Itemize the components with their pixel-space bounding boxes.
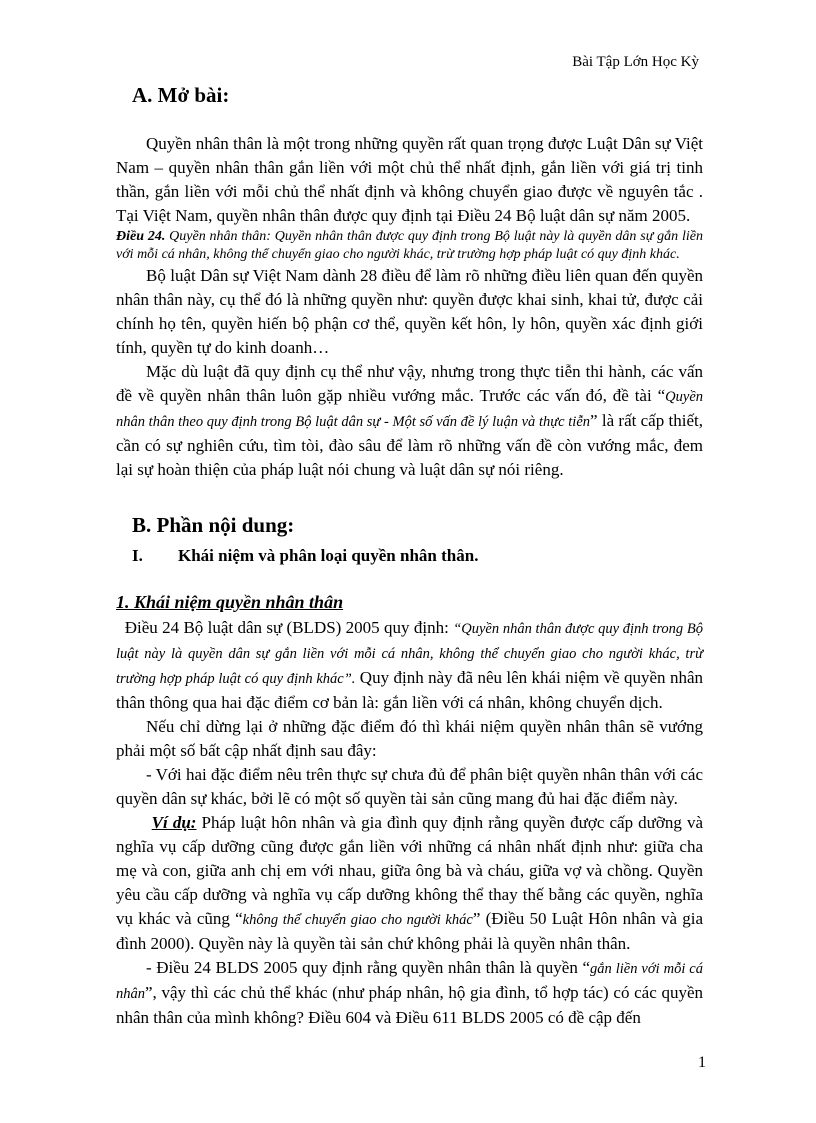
running-header: Bài Tập Lớn Học Kỳ	[572, 54, 699, 70]
example-text: Pháp luật hôn nhân và gia đình quy định rằng quyền được cấp dưỡng và nghĩa vụ cấp dưỡng cũng được gắn liền với những cá nhân nhất định như: giữa cha mẹ và con, giữa anh chị em với nhau, giữa ông bà và cháu, giữa vợ và chồng. Quyền yêu cầu cấp dưỡng và nghĩa vụ cấp dưỡng không thể thay thế bằng các quyền, nghĩa vụ khác và cũng “	[116, 813, 704, 928]
point-two-quote: gắn liền với mỗi cá nhân	[116, 961, 703, 1002]
article-24-quote	[116, 228, 703, 264]
subheading-1: 1. Khái niệm quyền nhân thân	[116, 592, 344, 612]
definition-quote: “Quyền nhân thân được quy định trong Bộ luật này là quyền dân sự gắn liền với mỗi cá nhân, không thể chuyển giao cho người khác, trừ trường hợp pháp luật có quy định khác”.	[116, 621, 703, 687]
topic-paragraph	[116, 360, 703, 482]
example-tail: ” (Điều 50 Luật Hôn nhân và gia đình 2000). Quyền này là quyền tài sản chứ không phải là quyền nhân thân.	[116, 909, 703, 953]
limitations-paragraph: Nếu chỉ dừng lại ở những đặc điểm đó thì khái niệm quyền nhân thân sẽ vướng phải một số bất cập nhất định sau đây:	[116, 717, 703, 760]
roman-numeral: I.	[132, 546, 143, 565]
definition-paragraph	[116, 616, 703, 715]
topic-title: Quyền nhân thân theo quy định trong Bộ luật dân sự - Một số vấn đề lý luận và thực tiễn	[116, 389, 703, 430]
example-paragraph	[116, 811, 703, 956]
definition-lead: Điều 24 Bộ luật dân sự (BLDS) 2005 quy định:	[124, 618, 454, 637]
roman-heading-title: Khái niệm và phân loại quyền nhân thân.	[178, 546, 479, 565]
example-quote: không thể chuyển giao cho người khác	[242, 912, 473, 928]
point-two-tail: ”, vậy thì các chủ thể khác (như pháp nhân, hộ gia đình, tổ hợp tác) có các quyền nhân thân của mình không? Điều 604 và Điều 611 BLDS 2005 có đề cập đến	[116, 983, 703, 1027]
civil-code-paragraph: Bộ luật Dân sự Việt Nam dành 28 điều để làm rõ những điều liên quan đến quyền nhân thân này, cụ thể đó là những quyền như: quyền được khai sinh, khai tử, được cải chính họ tên, quyền hiến bộ phận cơ thể, quyền kết hôn, ly hôn, quyền xác định giới tính, quyền tự do kinh doanh…	[116, 266, 703, 357]
article-24-label: Điều 24.	[116, 229, 166, 244]
section-b-heading: B. Phần nội dung:	[132, 513, 295, 537]
page-number: 1	[698, 1054, 706, 1071]
example-label: Ví dụ:	[151, 813, 197, 832]
topic-tail: ” là rất cấp thiết, cần có sự nghiên cứu, tìm tòi, đào sâu để làm rõ những vấn đề còn vướng mắc, đem lại sự hoàn thiện của pháp luật nói chung và luật dân sự nói riêng.	[116, 411, 703, 479]
definition-tail: Quy định này đã nêu lên khái niệm về quyền nhân thân thông qua hai đặc điểm cơ bản là: gắn liền với cá nhân, không chuyển dịch.	[116, 668, 703, 712]
roman-heading	[116, 544, 703, 568]
intro-paragraph: Quyền nhân thân là một trong những quyền rất quan trọng được Luật Dân sự Việt Nam – quyền nhân thân gắn liền với một chủ thể nhất định, gắn liền với giá trị tinh thần, gắn liền với mỗi chủ thể nhất định và không chuyển giao được về nguyên tắc . Tại Việt Nam, quyền nhân thân được quy định tại Điều 24 Bộ luật dân sự năm 2005.	[116, 134, 703, 225]
topic-lead: Mặc dù luật đã quy định cụ thể như vậy, nhưng trong thực tiễn thi hành, các vấn đề về quyền nhân thân luôn gặp nhiều vướng mắc. Trước các vấn đó, đề tài “	[116, 362, 703, 405]
section-a-heading: A. Mở bài:	[132, 83, 230, 107]
point-two-lead: - Điều 24 BLDS 2005 quy định rằng quyền nhân thân là quyền “	[146, 958, 590, 977]
point-two-paragraph	[116, 956, 703, 1030]
article-24-text: Quyền nhân thân: Quyền nhân thân được quy định trong Bộ luật này là quyền dân sự gắn liền với mỗi cá nhân, không thể chuyển giao cho người khác, trừ trường hợp pháp luật có quy định khác.	[116, 229, 704, 262]
document-body	[116, 80, 703, 1030]
point-one-paragraph: - Với hai đặc điểm nêu trên thực sự chưa đủ để phân biệt quyền nhân thân với các quyền dân sự khác, bởi lẽ có một số quyền tài sản cũng mang đủ hai đặc điểm này.	[116, 765, 703, 808]
